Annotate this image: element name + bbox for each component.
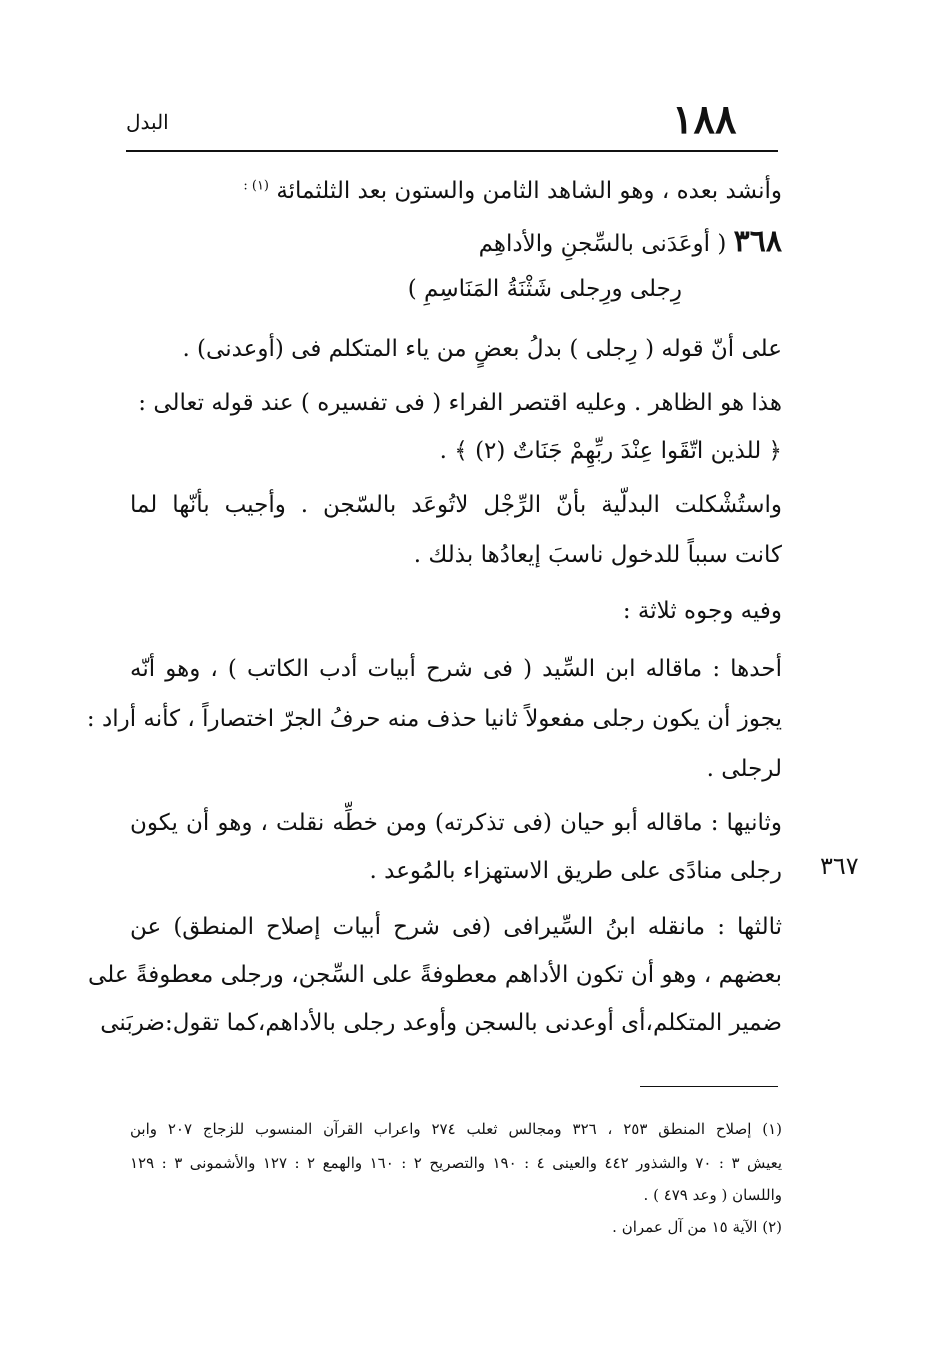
intro-text: وأنشد بعده ، وهو الشاهد الثامن والستون بعد الثلثمائة: [276, 178, 782, 204]
verse-number: ٣٦٨: [733, 224, 782, 259]
paragraph-7-line-2: بعضهم ، وهو أن تكون الأداهم معطوفةً على السِّجن، ورجلى معطوفةً على: [88, 962, 782, 988]
verse-first-hemistich: [479, 224, 782, 259]
paragraph-1: على أنّ قوله ( رِجلى ) بدلُ بعضٍ من ياء المتكلم فى (أوعدنى) .: [182, 336, 782, 362]
paragraph-6-line-2: رجلى منادًى على طريق الاستهزاء بالمُوعد .: [369, 858, 782, 884]
paragraph-7-line-1: ثالثها : مانقله ابنُ السِّيرافى (فى شرح أبيات إصلاح المنطق) عن: [130, 914, 782, 940]
page-number: ١٨٨: [672, 96, 737, 143]
paragraph-5-line-1: أحدها : ماقاله ابن السِّيد ( فى شرح أبيات أدب الكاتب ) ، وهو أنّه: [130, 656, 782, 682]
paragraph-3-line-1: واستُشْكلت البدلّية بأنّ الرِّجْل لاتُوعَد بالسّجن . وأجيب بأنّها لما: [130, 492, 782, 518]
paragraph-6-line-1: وثانيها : ماقاله أبو حيان (فى تذكرته) ومن خطِّه نقلت ، وهو أن يكون: [130, 810, 782, 836]
verse-line-1: ( أوعَدَنى بالسِّجنِ والأداهِم: [478, 231, 727, 257]
header-rule: [126, 150, 778, 152]
footnote-1-line-2: يعيش ٣ : ٧٠ والشذور ٤٤٢ والعينى ٤ : ١٩٠ والتصريح ٢ : ١٦٠ والهمع ٢ : ١٢٧ والأشمونى ٣ : ١٢٩: [130, 1154, 783, 1172]
paragraph-5-line-2: يجوز أن يكون رجلى مفعولاً ثانيا حذف منه حرفُ الجرّ اختصاراً ، كأنه أراد :: [86, 706, 782, 732]
verse-line-2: رِجلى ورِجلى شَثْنَةُ المَنَاسِمِ ): [407, 276, 682, 302]
footnote-1-line-3: واللسان ( وعد ٤٧٩ ) .: [643, 1186, 782, 1204]
footnote-2: (٢) الآية ١٥ من آل عمران .: [612, 1218, 782, 1236]
running-title: البدل: [126, 110, 169, 134]
quran-quote: ﴿ للذين اتّقَوا عِنْدَ ربِّهِمْ جَنَاتٌ (٢) ﴾ .: [439, 438, 782, 464]
paragraph-2: هذا هو الظاهر . وعليه اقتصر الفراء ( فى تفسيره ) عند قوله تعالى :: [138, 390, 782, 416]
footnote-1-line-1: (١) إصلاح المنطق ٢٥٣ ، ٣٢٦ ومجالس ثعلب ٢٧٤ واعراب القرآن المنسوب للزجاج ٢٠٧ وابن: [130, 1120, 782, 1138]
margin-number: ٣٦٧: [820, 852, 859, 880]
footnote-rule: [640, 1086, 778, 1087]
paragraph-4: وفيه وجوه ثلاثة :: [622, 598, 782, 624]
paragraph-3-line-2: كانت سبباً للدخول ناسبَ إيعادُها بذلك .: [413, 542, 782, 568]
intro-line: [243, 178, 782, 204]
footnote-ref-1: (١) :: [243, 178, 269, 194]
paragraph-5-line-3: لرجلى .: [706, 756, 782, 782]
paragraph-7-line-3: ضمير المتكلم،أى أوعدنى بالسجن وأوعد رجلى بالأداهم،كما تقول:ضربَنى: [100, 1010, 782, 1036]
